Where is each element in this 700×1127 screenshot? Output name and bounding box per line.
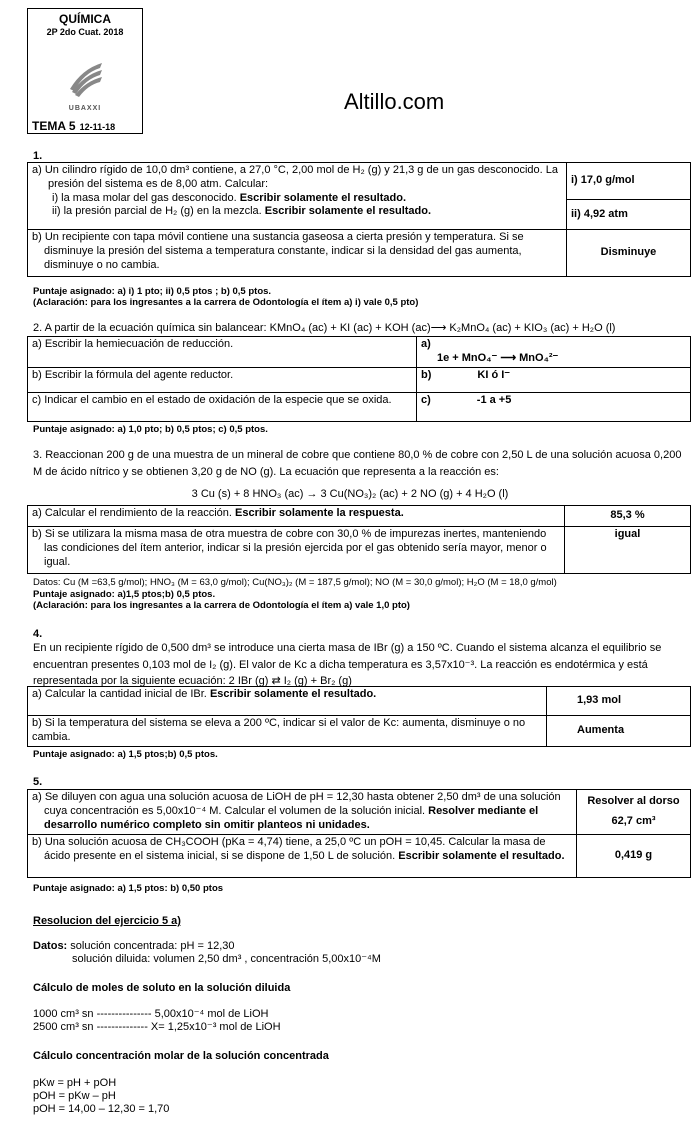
q2-c-text: c) Indicar el cambio en el estado de oxidación de la especie que se oxida. — [28, 392, 417, 421]
solution-line-4: pOH = pKw – pH — [33, 1090, 116, 1102]
subject-title: QUÍMICA — [59, 12, 111, 26]
q3-note: (Aclaración: para los ingresantes a la carrera de Odontología el ítem a) vale 1,0 pto) — [33, 600, 410, 611]
q2-b-answer: KI ó I⁻ — [477, 368, 511, 381]
q1-a-intro: a) Un cilindro rígido de 10,0 dm³ contiene, a 27,0 °C, 2,00 mol de H₂ (g) y 21,3 g de un gas desconocido. La presión del sistema es de 8,00 atm. Calcular: — [32, 164, 558, 190]
q2-b-text: b) Escribir la fórmula del agente reductor. — [28, 367, 417, 392]
solution-line-2: 2500 cm³ sn -------------- X= 1,25x10⁻³ mol de LiOH — [33, 1021, 281, 1033]
header-box — [27, 8, 143, 134]
q1-answer-i: i) 17,0 g/mol — [567, 163, 691, 200]
tema-label: TEMA 5 12-11-18 — [32, 119, 116, 133]
q1-a-i: i) la masa molar del gas desconocido. — [52, 191, 240, 204]
q3-intro: 3. Reaccionan 200 g de una muestra de un mineral de cobre que contiene 80,0 % de cobre con 2,50 L de una solución acuosa 0,200 M de ácido nítrico y se obtienen 3,20 g de NO (g). La ecuación que representa a la reacción es: — [33, 449, 682, 478]
q2-c-answer: -1 a +5 — [476, 393, 512, 406]
q4-table: a) Calcular la cantidad inicial de IBr. Escribir solamente el resultado. 1,93 mol b) Si la temperatura del sistema se eleva a 200 ºC, indicar si el valor de Kc: aumenta, disminuye o no cambia. Aumenta — [27, 686, 691, 747]
q4-score: Puntaje asignado: a) 1,5 ptos;b) 0,5 ptos. — [33, 749, 218, 760]
q1-answer-b: Disminuye — [567, 230, 691, 277]
solution-line-5: pOH = 14,00 – 12,30 = 1,70 — [33, 1103, 170, 1115]
q2-a-text: a) Escribir la hemiecuación de reducción. — [28, 337, 417, 368]
solution-heading-1: Cálculo de moles de soluto en la solución diluida — [33, 982, 291, 994]
q2-table: a) Escribir la hemiecuación de reducción. a) 1e + MnO₄⁻ ⟶ MnO₄²⁻ b) Escribir la fórmula del agente reductor. b) KI ó I⁻ c) Indicar el cambio en el estado de oxidación de la especie que se oxida. c) -1 a +5 — [27, 336, 691, 422]
q5-a-text: a) Se diluyen con agua una solución acuosa de LiOH de pH = 12,30 hasta obtener 2,50 dm³ de una solución cuya concentración es 5,00x10⁻⁴ M. Calcular el volumen de la solución inicial. — [32, 791, 561, 817]
q1-number: 1. — [33, 150, 43, 162]
site-watermark: Altillo.com — [344, 89, 445, 114]
period-label: 2P 2do Cuat. 2018 — [46, 27, 124, 37]
q4-number: 4. — [33, 628, 43, 640]
q2-intro: 2. A partir de la ecuación química sin balancear: KMnO₄ (ac) + KI (ac) + KOH (ac)⟶ K₂MnO₄ (ac) + KIO₃ (ac) + H₂O (l) — [33, 322, 616, 334]
solution-heading-2: Cálculo concentración molar de la solución concentrada — [33, 1050, 329, 1062]
solution-line-1: 1000 cm³ sn --------------- 5,00x10⁻⁴ mol de LiOH — [33, 1008, 269, 1020]
q2-score: Puntaje asignado: a) 1,0 pto; b) 0,5 ptos; c) 0,5 ptos. — [33, 424, 268, 435]
q5-b-text: b) Una solución acuosa de CH₃COOH (pKa = 4,74) tiene, a 25,0 ºC un pOH = 10,45. Calcular la masa de ácido presente en el sistema inicial, si se dispone de 1,50 L de solución. — [32, 836, 546, 862]
q1-answer-ii: ii) 4,92 atm — [567, 200, 691, 230]
q4-intro: En un recipiente rígido de 0,500 dm³ se introduce una cierta masa de IBr (g) a 150 ºC. Cuando el sistema alcanza el equilibrio se encuentran presentes 0,103 mol de I₂ (g). El valor de Kc a dicha temperatura es 3,57x10⁻³. La reacción es endotérmica y está representada por la siguiente ecuación: 2 IBr (g) ⇄ I₂ (g) + Br₂ (g) — [33, 642, 662, 687]
q5-b-answer: 0,419 g — [577, 835, 691, 878]
q4-a-text: a) Calcular la cantidad inicial de IBr. — [32, 688, 210, 700]
q5-number: 5. — [33, 776, 43, 788]
solution-line-3: pKw = pH + pOH — [33, 1077, 117, 1089]
q4-b-answer: Aumenta — [547, 716, 691, 747]
q4-b-text: b) Si la temperatura del sistema se eleva a 200 ºC, indicar si el valor de Kc: aumenta, disminuye o no cambia. — [28, 716, 547, 747]
q3-a-text: a) Calcular el rendimiento de la reacción. — [32, 507, 235, 519]
q3-a-answer: 85,3 % — [565, 506, 691, 527]
exam-date: 12-11-18 — [79, 122, 116, 132]
q3-equation: 3 Cu (s) + 8 HNO₃ (ac) → 3 Cu(NO₃)₂ (ac) + 2 NO (g) + 4 H₂O (l) — [191, 488, 509, 500]
q1-note: (Aclaración: para los ingresantes a la carrera de Odontología el ítem a) i) vale 0,5 pto) — [33, 297, 419, 308]
q3-b-text: b) Si se utilizara la misma masa de otra muestra de cobre con 30,0 % de impurezas inertes, manteniendo las condiciones del ítem anterior, indicar si la presión ejercida por el gas obtenido sería mayor, menor o igual. — [28, 527, 565, 574]
q3-datos: Datos: Cu (M =63,5 g/mol); HNO₃ (M = 63,0 g/mol); Cu(NO₃)₂ (M = 187,5 g/mol); NO (M = 30,0 g/mol); H₂O (M = 18,0 g/mol) — [33, 577, 557, 588]
solution-datos-1: Datos: solución concentrada: pH = 12,30 — [33, 940, 235, 952]
logo-text: UBAXXI — [68, 105, 102, 112]
q5-a-answer-note: Resolver al dorso — [587, 795, 680, 808]
q2-a-answer: 1e + MnO₄⁻ ⟶ MnO₄²⁻ — [437, 351, 559, 364]
q5-table: a) Se diluyen con agua una solución acuosa de LiOH de pH = 12,30 hasta obtener 2,50 dm³ de una solución cuya concentración es 5,00x10⁻⁴ M. Calcular el volumen de la solución inicial. Resolver mediante el desarrollo numérico completo sin omitir planteos ni unidades. Resolver al dorso 62,7 cm³ b) Una solución acuosa de CH₃COOH (pKa = 4,74) tiene, a 25,0 ºC un pOH = 10,45. Calcular la masa de ácido presente en el sistema inicial, si se dispone de 1,50 L de solución. Escribir solamente el resultado. 0,419 g — [27, 789, 691, 878]
q1-a-ii: ii) la presión parcial de H₂ (g) en la mezcla. — [52, 205, 265, 218]
q3-score: Puntaje asignado: a)1,5 ptos;b) 0,5 ptos. — [33, 589, 216, 600]
solution-datos-2: solución diluida: volumen 2,50 dm³ , concentración 5,00x10⁻⁴M — [72, 953, 381, 965]
q3-b-answer: igual — [565, 527, 691, 574]
q5-score: Puntaje asignado: a) 1,5 ptos: b) 0,50 ptos — [33, 883, 224, 894]
ubaxxi-logo — [62, 59, 108, 105]
q4-a-answer: 1,93 mol — [547, 687, 691, 716]
q3-table: a) Calcular el rendimiento de la reacción. Escribir solamente la respuesta. 85,3 % b) Si se utilizara la misma masa de otra muestra de cobre con 30,0 % de impurezas inertes, manteniendo las condiciones del ítem anterior, indicar si la presión ejercida por el gas obtenido sería mayor, menor o igual. igual — [27, 505, 691, 574]
q1-table: a) Un cilindro rígido de 10,0 dm³ contiene, a 27,0 °C, 2,00 mol de H₂ (g) y 21,3 g de un gas desconocido. La presión del sistema es de 8,00 atm. Calcular: i) la masa molar del gas desconocido. Escribir solamente el resultado. ii) la presión parcial de H₂ (g) en la mezcla. Escribir solamente el resultado. i) 17,0 g/mol ii) 4,92 atm b) Un recipiente con tapa móvil contiene una sustancia gaseosa a cierta presión y temperatura. Si se disminuye la presión del sistema a temperatura constante, indicar si la densidad del gas aumenta, disminuye o no cambia. Disminuye — [27, 162, 691, 277]
solution-title: Resolucion del ejercicio 5 a) — [33, 915, 181, 927]
q1-score: Puntaje asignado: a) i) 1 pto; ii) 0,5 ptos ; b) 0,5 ptos. — [33, 286, 272, 297]
q1-b-text: b) Un recipiente con tapa móvil contiene una sustancia gaseosa a cierta presión y temperatura. Si se disminuye la presión del sistema a temperatura constante, indicar si la densidad del gas aumenta, disminuye o no cambia. — [28, 230, 567, 277]
q5-a-answer: 62,7 cm³ — [611, 815, 656, 827]
